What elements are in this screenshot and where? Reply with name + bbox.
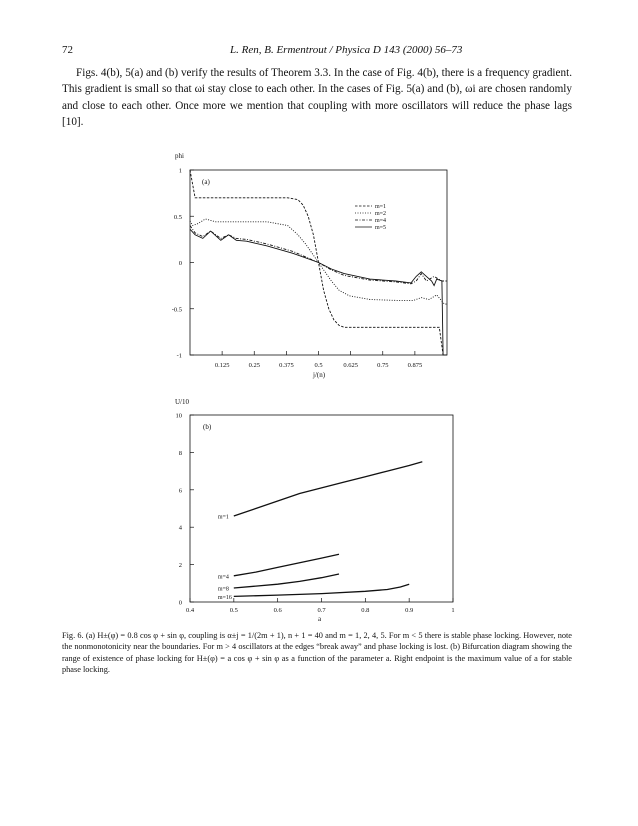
plot-b-series-label: m=16 (217, 594, 232, 601)
plot-a-xtick-label: 0.375 (279, 362, 294, 369)
plot-b-xtick-label: 0.6 (273, 607, 282, 614)
plot-a-xtick-label: 0.875 (407, 362, 423, 369)
plot-a-series-m=4 (190, 226, 447, 284)
plot-b-ytick-label: 2 (178, 562, 182, 570)
plot-b-series-label: m=1 (217, 514, 229, 521)
plot-a-xtick-label: 0.5 (314, 362, 323, 369)
plot-a-legend-label: m=2 (375, 211, 387, 217)
plot-b-ytick-label: 8 (178, 449, 182, 457)
plot-b-series-label: m=8 (217, 586, 229, 593)
plot-a-xtick-label: 0.625 (343, 362, 358, 369)
plot-a-ytick-label: 0 (178, 260, 182, 267)
plot-b-xtick-label: 0.9 (405, 607, 414, 614)
plot-a-legend-label: m=4 (375, 218, 387, 224)
plot-a-ytick-label: -0.5 (171, 306, 182, 314)
plot-b-ytick-label: 4 (178, 524, 182, 532)
plot-a-ytick-label: 1 (178, 167, 182, 175)
plot-a-xtick-label: 0.75 (377, 362, 389, 369)
plot-a-legend-label: m=5 (375, 225, 387, 231)
running-title: L. Ren, B. Ermentrout / Physica D 143 (2000) 56–73 (230, 44, 463, 56)
plot-b-series-label: m=4 (217, 574, 229, 581)
plot-b-xtick-label: 0.4 (185, 607, 195, 614)
plot-b-series-m=8 (234, 574, 339, 588)
plot-b-xtick-label: 0.7 (317, 607, 326, 614)
plot-a-ytick-label: -1 (176, 352, 182, 360)
plot-b-series-m=1 (234, 462, 422, 516)
plot-b-panel-label: (b) (203, 423, 212, 431)
plot-b-ylabel: U/10 (175, 398, 189, 406)
plot-b-ytick-label: 10 (175, 412, 182, 420)
plot-a-legend-label: m=1 (375, 204, 387, 210)
plot-b-xtick-label: 0.5 (229, 607, 238, 614)
plot-a-xtick-label: 0.25 (248, 362, 260, 369)
plot-b-ytick-label: 6 (178, 487, 182, 495)
plot-b-series-m=4 (234, 554, 339, 576)
plot-b-ytick-label: 0 (178, 599, 182, 607)
plot-a-xlabel: j/(n) (313, 371, 326, 379)
plot-a-ytick-label: 0.5 (173, 213, 182, 221)
plot-a-panel-label: (a) (202, 178, 210, 186)
plot-b-xtick-label: 0.8 (361, 607, 370, 614)
plot-a-series-m=5 (190, 229, 447, 355)
plot-a-ylabel: phi (175, 152, 184, 160)
page-number: 72 (62, 44, 73, 56)
body-paragraph: Figs. 4(b), 5(a) and (b) verify the results of Theorem 3.3. In the case of Fig. 4(b), there is a frequency gradient. This gradient is small so that ωi stay close to each other. In the cases of Fig. 5(a) and (b), ωi are chosen randomly and close to each other. Once more we mention that coupling with more oscillators will reduce the phase lags [10]. (62, 67, 572, 128)
plot-b-frame (190, 415, 453, 602)
figure-caption: Fig. 6. (a) H±(φ) = 0.8 cos φ + sin φ, coupling is α±j = 1/(2m + 1), n + 1 = 40 and m = 1, 2, 4, 5. For m < 5 there is stable phase locking. However, note the nonmonotonicity near the boundaries. For m > 4 oscillators at the edges “break away” and phase locking is lost. (b) Bifurcation diagram showing the range of existence of phase locking for H±(φ) = a cos φ + sin φ as a function of the parameter a. Right endpoint is the maximum value of a for stable phase locking. (62, 631, 572, 675)
plot-b-xtick-label: 1 (451, 607, 455, 614)
plot-a-xtick-label: 0.125 (214, 362, 230, 369)
plot-b-xlabel: a (318, 615, 322, 623)
